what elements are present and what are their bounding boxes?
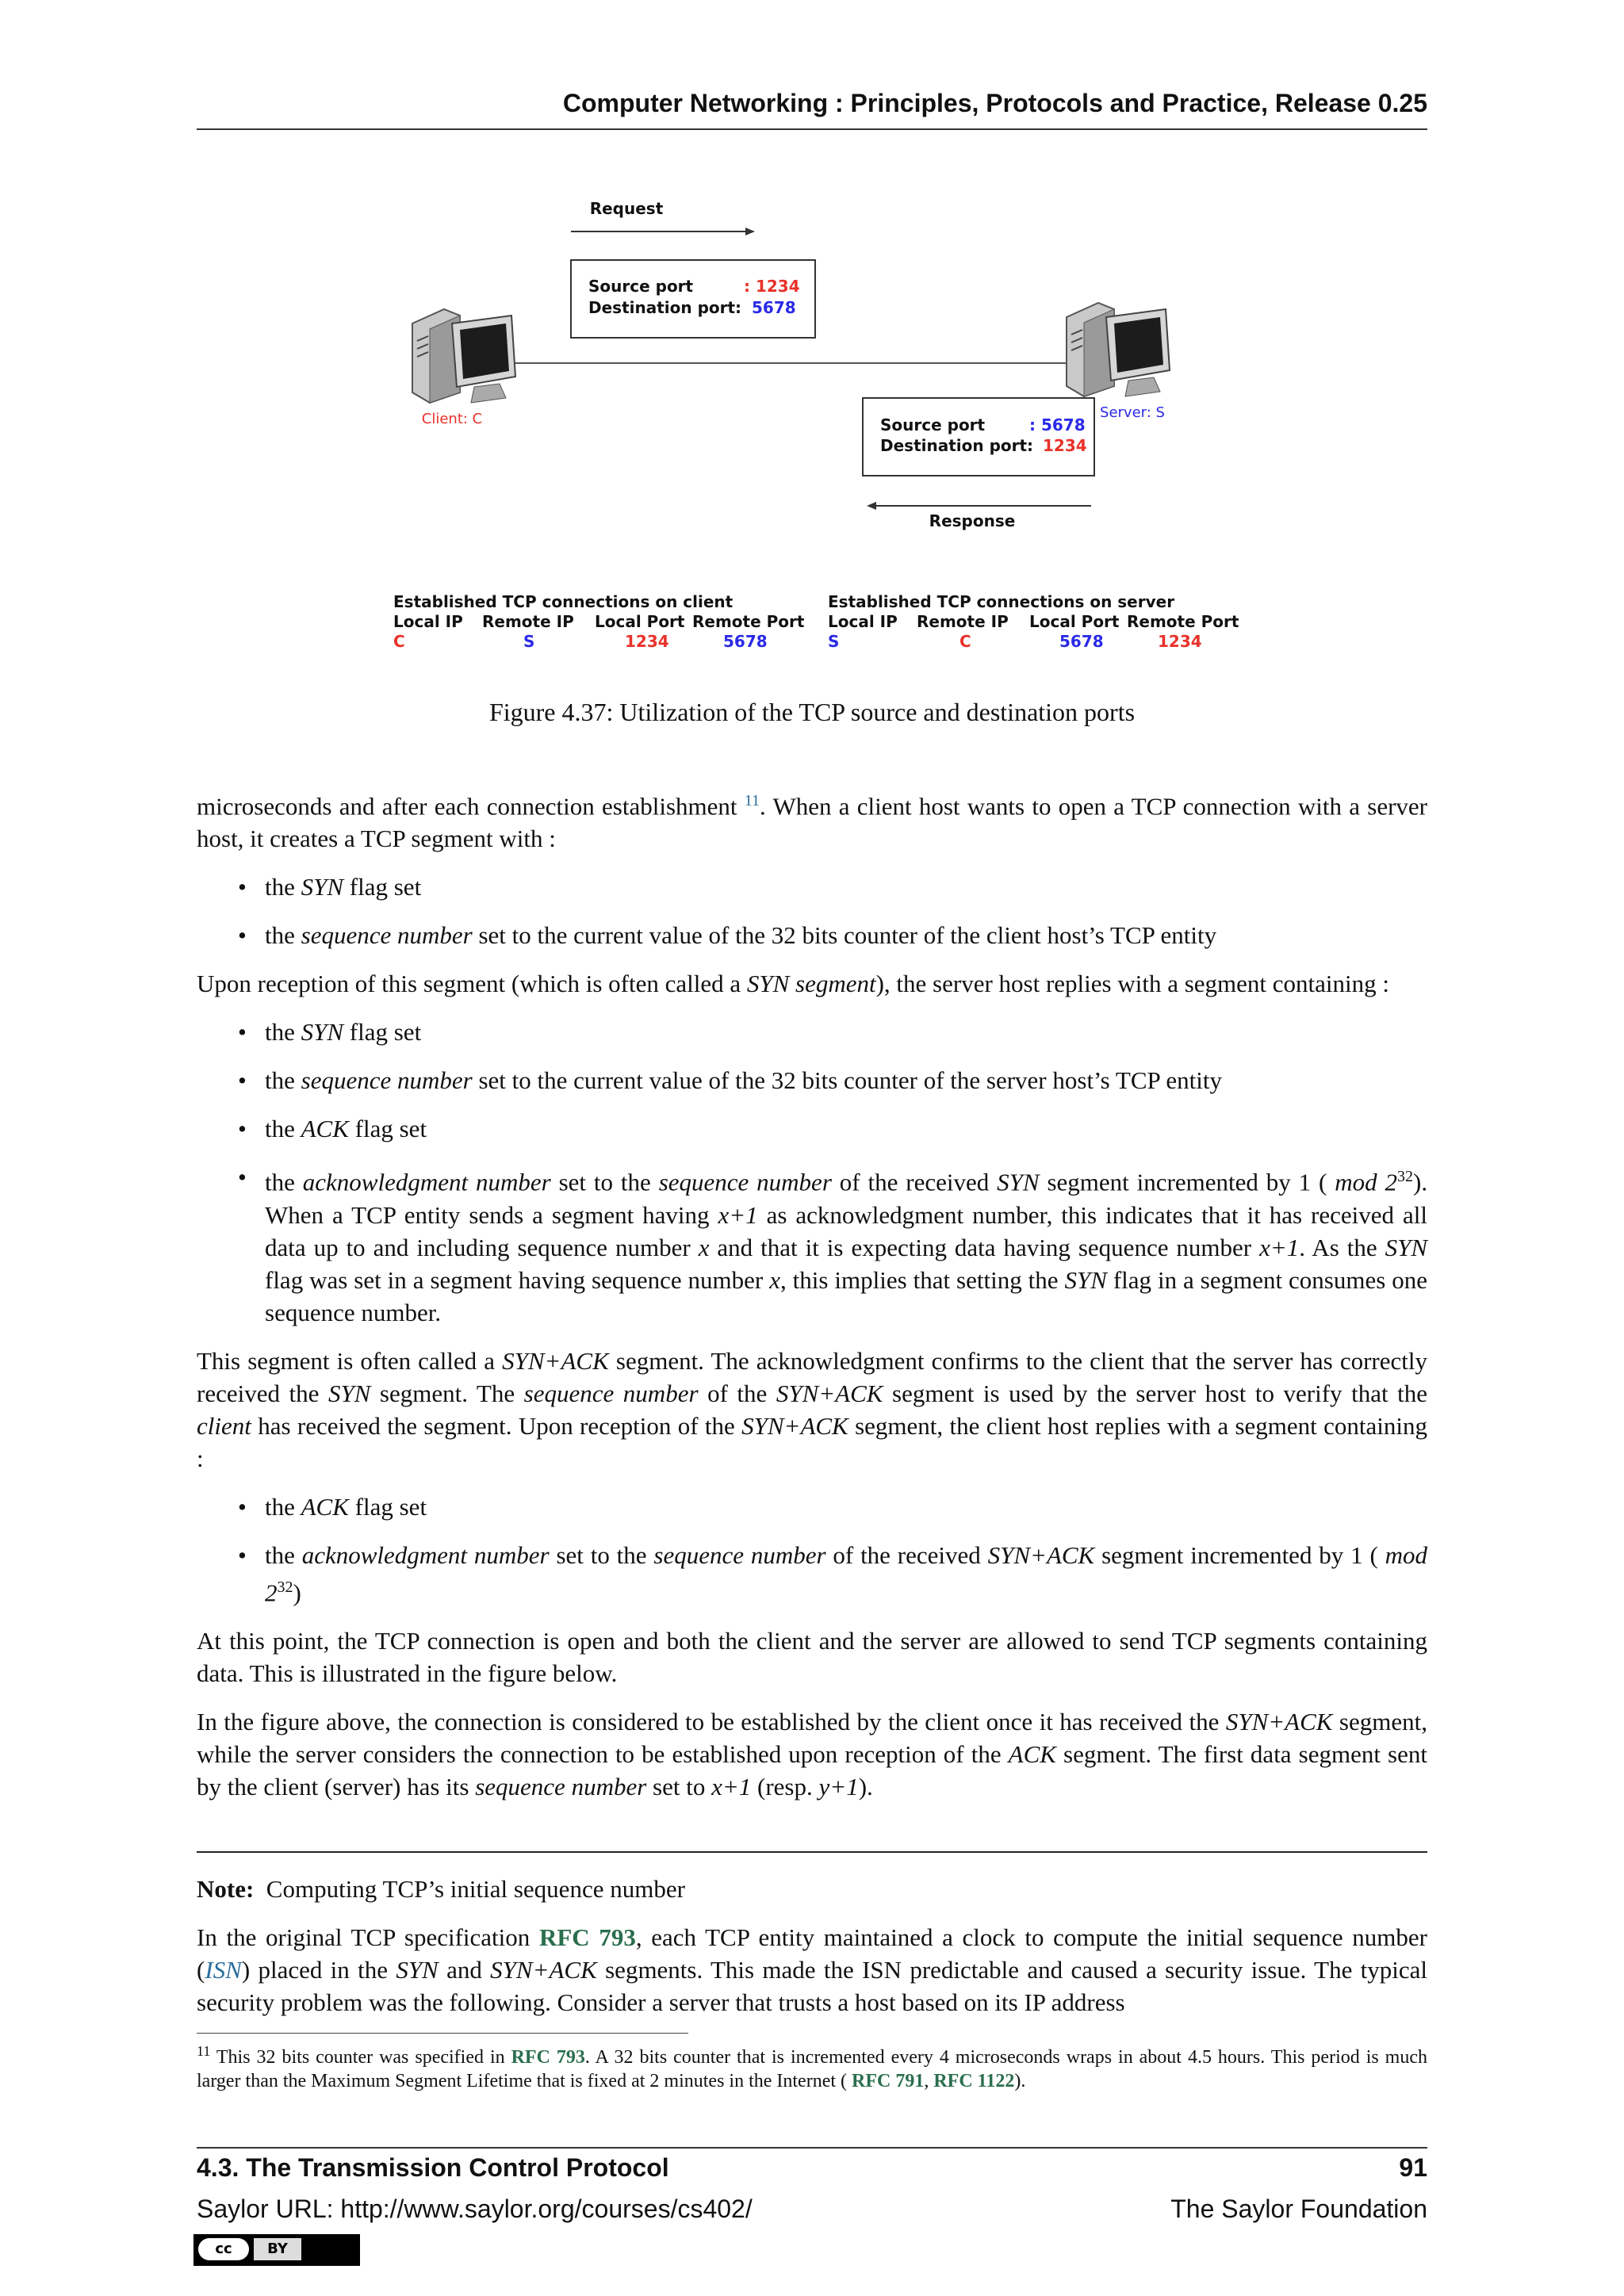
response-dest-port-value: 1234 — [1043, 436, 1087, 455]
server-table-header-remote-ip: Remote IP — [917, 612, 1009, 631]
cc-license-badge[interactable] — [193, 2234, 360, 2266]
request-arrowhead — [745, 228, 755, 235]
figure-caption: Figure 4.37: Utilization of the TCP source and destination ports — [488, 698, 1136, 726]
response-dest-port-label: Destination port: — [880, 436, 1034, 455]
synack-segment-list — [197, 1016, 1427, 1328]
footer-section-title: 4.3. The Transmission Control Protocol — [197, 2153, 669, 2182]
request-label: Request — [589, 199, 664, 218]
server-table-remote-port: 1234 — [1158, 632, 1202, 651]
syn-segment-list — [197, 871, 1427, 951]
server-computer-icon — [1067, 303, 1170, 396]
request-dest-port-label: Destination port: — [588, 298, 742, 317]
server-table-header-local-ip: Local IP — [828, 612, 898, 631]
client-table-header-remote-port: Remote Port — [692, 612, 805, 631]
client-table-header-local-ip: Local IP — [393, 612, 463, 631]
client-computer-icon — [412, 309, 515, 403]
paragraph-established: In the figure above, the connection is considered to be established by the client once it has received the SYN+ACK segment, while the server considers the connection to be established upon reception of the ACK segment. The first data segment sent by the client (server) has its sequence number set to x+1 (resp. y+1). — [197, 1707, 1427, 1800]
footnote: $^{11}$ This 32 bits counter was specified in RFC 793. A 32 bits counter that is incremented every 4 microseconds wraps in about 4.5 hours. This period is much larger than the Maximum Segment Lifetime that is fixed at 2 minutes in the Internet ( RFC 791, RFC 1122). — [197, 2043, 1427, 2091]
text-run: microseconds and after each connection establishment — [197, 792, 745, 821]
server-table-local-ip: S — [828, 632, 840, 651]
client-table-header-local-port: Local Port — [595, 612, 685, 631]
rfc793-link[interactable]: RFC 793 — [538, 1923, 636, 1951]
client-table-remote-port: 5678 — [723, 632, 768, 651]
footnote-rfc1122-link[interactable]: RFC 1122 — [933, 2071, 1015, 2091]
paragraph-reception: Upon reception of this segment (which is often called a SYN segment), the server host replies with a segment containing : — [197, 970, 1389, 998]
running-header: Computer Networking : Principles, Protocols and Practice, Release 0.25 — [562, 89, 1427, 117]
ack-segment-list — [197, 1490, 1427, 1609]
list-item: • the acknowledgment number set to the sequence number of the received SYN segment incremented by 1 ( mod $2^{32}$). When a TCP entity sends a segment having x+1 as acknowledgment number, this indicates that it has received all data up to and including sequence number x and that it is expecting data having sequence number x+1. As the SYN flag was set in a segment having sequence number x, this implies that setting the SYN flag in a segment consumes one sequence number. — [197, 1161, 1427, 1328]
client-label: Client: C — [421, 411, 483, 427]
client-table-header-remote-ip: Remote IP — [482, 612, 574, 631]
text-run: . When a client host wants to open a TCP connection with a server host, it creates a TCP segment with : — [197, 792, 1427, 853]
response-label: Response — [929, 511, 1016, 530]
paragraph-synack: This segment is often called a SYN+ACK segment. The acknowledgment confirms to the client that the server has correctly received the SYN segment. The sequence number of the SYN+ACK segment is used by the server host to verify that the client has received the segment. Upon reception of the SYN+ACK segment, the client host replies with a segment containing : — [197, 1346, 1427, 1472]
footnote-rfc793-link[interactable]: RFC 793 — [511, 2047, 585, 2068]
isn-link[interactable]: ISN — [205, 1956, 242, 1984]
client-table-local-ip: C — [393, 632, 405, 651]
paragraph-intro — [197, 785, 1427, 855]
client-table-remote-ip: S — [523, 632, 535, 651]
saylor-foundation: The Saylor Foundation — [1170, 2195, 1427, 2223]
body-section — [197, 785, 1427, 1803]
server-table-header-remote-port: Remote Port — [1127, 612, 1239, 631]
server-table-title: Established TCP connections on server — [828, 592, 1175, 611]
list-item: • the acknowledgment number set to the sequence number of the received SYN+ACK segment incremented by 1 ( mod $2^{32}$) — [197, 1539, 1427, 1609]
request-dest-port-value: 5678 — [752, 298, 796, 317]
footnote-rfc791-link[interactable]: RFC 791 — [852, 2071, 925, 2091]
list-item: • the ACK flag set — [197, 1490, 1427, 1523]
response-source-port-label: Source port — [880, 415, 986, 434]
request-source-port-value: : 1234 — [744, 277, 800, 296]
response-arrowhead — [867, 502, 876, 510]
paragraph-isn: In the original TCP specification RFC 793, each TCP entity maintained a clock to compute the initial sequence number (ISN) placed in the SYN and SYN+ACK segments. This made the ISN predictable and caused a security issue. The typical security problem was the following. Consider a server that trusts a host based on its IP address — [197, 1923, 1428, 2016]
server-label: Server: S — [1100, 404, 1165, 421]
server-table-remote-ip: C — [959, 632, 971, 651]
list-item: • the ACK flag set — [197, 1112, 1427, 1145]
saylor-url[interactable]: Saylor URL: http://www.saylor.org/courses/cs402/ — [197, 2195, 753, 2223]
list-item: • the SYN flag set — [197, 1016, 1427, 1048]
footer-section-row — [197, 2153, 1427, 2183]
paragraph-open: At this point, the TCP connection is open and both the client and the server are allowed to send TCP segments containing data. This is illustrated in the figure below. — [197, 1626, 1427, 1687]
footnote-ref-link[interactable]: 11 — [744, 792, 760, 809]
client-table-title: Established TCP connections on client — [393, 592, 733, 611]
note-heading: Note: Computing TCP’s initial sequence number — [197, 1875, 685, 1903]
list-item: • the SYN flag set — [197, 871, 1427, 903]
page-number: 91 — [1399, 2153, 1427, 2182]
list-item: • the sequence number set to the current value of the 32 bits counter of the server host’s TCP entity — [197, 1064, 1427, 1096]
response-source-port-value: : 5678 — [1029, 415, 1086, 434]
server-table-local-port: 5678 — [1059, 632, 1104, 651]
header-rule — [197, 128, 1427, 130]
cc-icon: cc — [198, 2238, 249, 2260]
client-table-local-port: 1234 — [625, 632, 669, 651]
by-icon: BY — [254, 2238, 301, 2260]
tcp-ports-figure — [373, 190, 1261, 666]
note-rule — [197, 1851, 1427, 1853]
request-source-port-label: Source port — [588, 277, 694, 296]
server-table-header-local-port: Local Port — [1029, 612, 1120, 631]
list-item: • the sequence number set to the current value of the 32 bits counter of the client host’s TCP entity — [197, 919, 1427, 951]
note-section — [197, 1873, 1427, 2019]
footer-saylor-row — [197, 2195, 1427, 2224]
footnote-rule — [197, 2033, 688, 2034]
footer-rule — [197, 2147, 1427, 2149]
